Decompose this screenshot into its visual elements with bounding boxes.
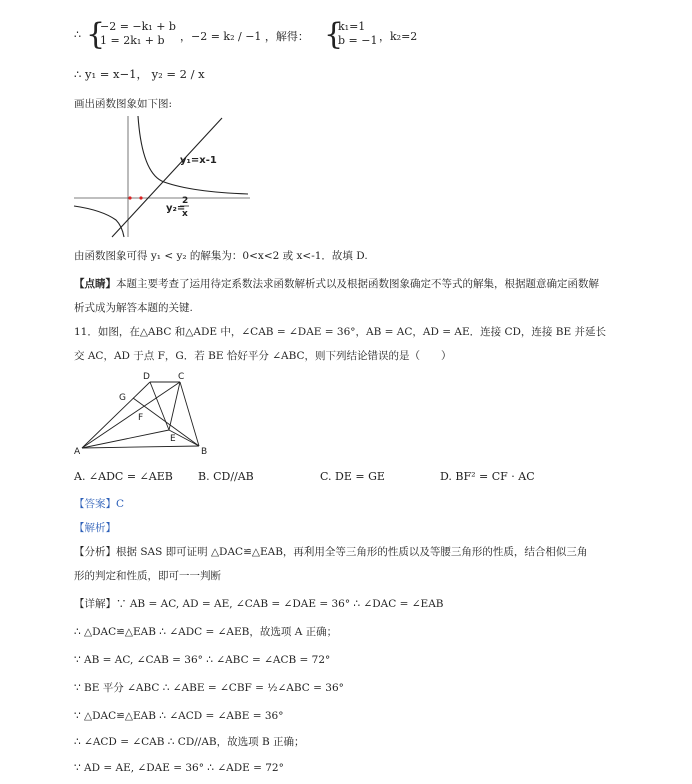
detail-line-2: ∴ △DAC≌△EAB ∴ ∠ADC = ∠AEB，故选项 A 正确； [74, 626, 338, 638]
system2-line2: b = −1 [338, 34, 378, 47]
detail-line-4: ∵ BE 平分 ∠ABC ∴ ∠ABE = ∠CBF = ½∠ABC = 36° [74, 682, 344, 694]
intersection-point [128, 196, 131, 199]
comment-line-2: 析式成为解答本题的关键. [74, 302, 193, 314]
detail-line-7: ∵ AD = AE, ∠DAE = 36° ∴ ∠ADE = 72° [74, 762, 284, 774]
analysis-line-1: 【分析】根据 SAS 即可证明 △DAC≌△EAB，再利用全等三角形的性质以及等腰三角形的性质，结合相似三角 [74, 546, 588, 558]
detail-line-1: 【详解】∵ AB = AC, AD = AE, ∠CAB = ∠DAE = 36° ∴ ∠DAC = ∠EAB [74, 598, 444, 610]
point-b-label: B [201, 447, 208, 457]
k2-value: ，k₂=2 [379, 30, 418, 43]
conclusion-text: 由函数图象可得 y₁ < y₂ 的解集为：0<x<2 或 x<-1．故填 D. [74, 250, 368, 262]
comment-line-1 [74, 276, 599, 292]
system2-line1: k₁=1 [338, 20, 366, 33]
question-11-line-1: 11．如图，在△ABC 和△ADE 中，∠CAB = ∠DAE = 36°，AB = AC，AD = AE．连接 CD，连接 BE 并延长 [74, 326, 606, 338]
point-c-label: C [178, 372, 185, 382]
y2-label-numerator: 2 [182, 196, 189, 206]
function-expressions: ∴ y₁ = x−1， y₂ = 2 / x [74, 67, 205, 81]
point-g-label: G [119, 393, 126, 403]
answer-line: 【答案】C [74, 498, 125, 510]
system1-line2: 1 = 2k₁ + b [100, 34, 165, 47]
option-d: D. BF² = CF · AC [440, 470, 535, 483]
point-d-label: D [143, 372, 150, 382]
detail-line-6: ∴ ∠ACD = ∠CAB ∴ CD//AB，故选项 B 正确； [74, 736, 305, 748]
left-brace: { [86, 17, 106, 52]
analysis-line-2: 形的判定和性质，即可一一判断 [74, 570, 221, 582]
segment-de [150, 382, 169, 430]
detail-line-5: ∵ △DAC≌△EAB ∴ ∠ACD = ∠ABE = 36° [74, 710, 284, 722]
left-brace-2: { [324, 17, 344, 52]
point-e-label: E [170, 434, 176, 444]
segment-ce [169, 382, 180, 430]
graph-intro: 画出函数图象如下图: [74, 98, 173, 110]
comment-tag: 【点睛】 [74, 278, 116, 290]
option-b: B. CD//AB [198, 470, 254, 483]
y2-label-denominator: x [182, 209, 188, 219]
geometry-figure [72, 368, 222, 460]
y2-label-prefix: y₂= [166, 203, 186, 214]
intersection-point [139, 196, 142, 199]
detail-line-3: ∵ AB = AC, ∠CAB = 36° ∴ ∠ABC = ∠ACB = 72° [74, 654, 331, 666]
comment-text-1: 本题主要考查了运用待定系数法求函数解析式以及根据函数图象确定不等式的解集，根据题意确定函数解 [116, 278, 599, 290]
function-graph [72, 114, 252, 239]
y1-line [112, 118, 222, 237]
point-f-label: F [138, 413, 144, 423]
option-c: C. DE = GE [320, 470, 385, 483]
question-11-line-2: 交 AC，AD 于点 F，G．若 BE 恰好平分 ∠ABC，则下列结论错误的是（ ） [74, 350, 452, 362]
analysis-tag: 【解析】 [74, 522, 116, 534]
system1-line1: −2 = −k₁ + b [100, 20, 176, 33]
segment-ab [82, 446, 199, 448]
point-a-label: A [74, 447, 81, 457]
mid-equation: ，−2 = k₂ / −1 ，解得： [180, 30, 309, 43]
therefore-symbol: ∴ [74, 28, 81, 41]
y1-label: y₁=x-1 [180, 155, 217, 166]
segment-bc [180, 382, 199, 446]
option-a: A. ∠ADC = ∠AEB [74, 470, 173, 483]
